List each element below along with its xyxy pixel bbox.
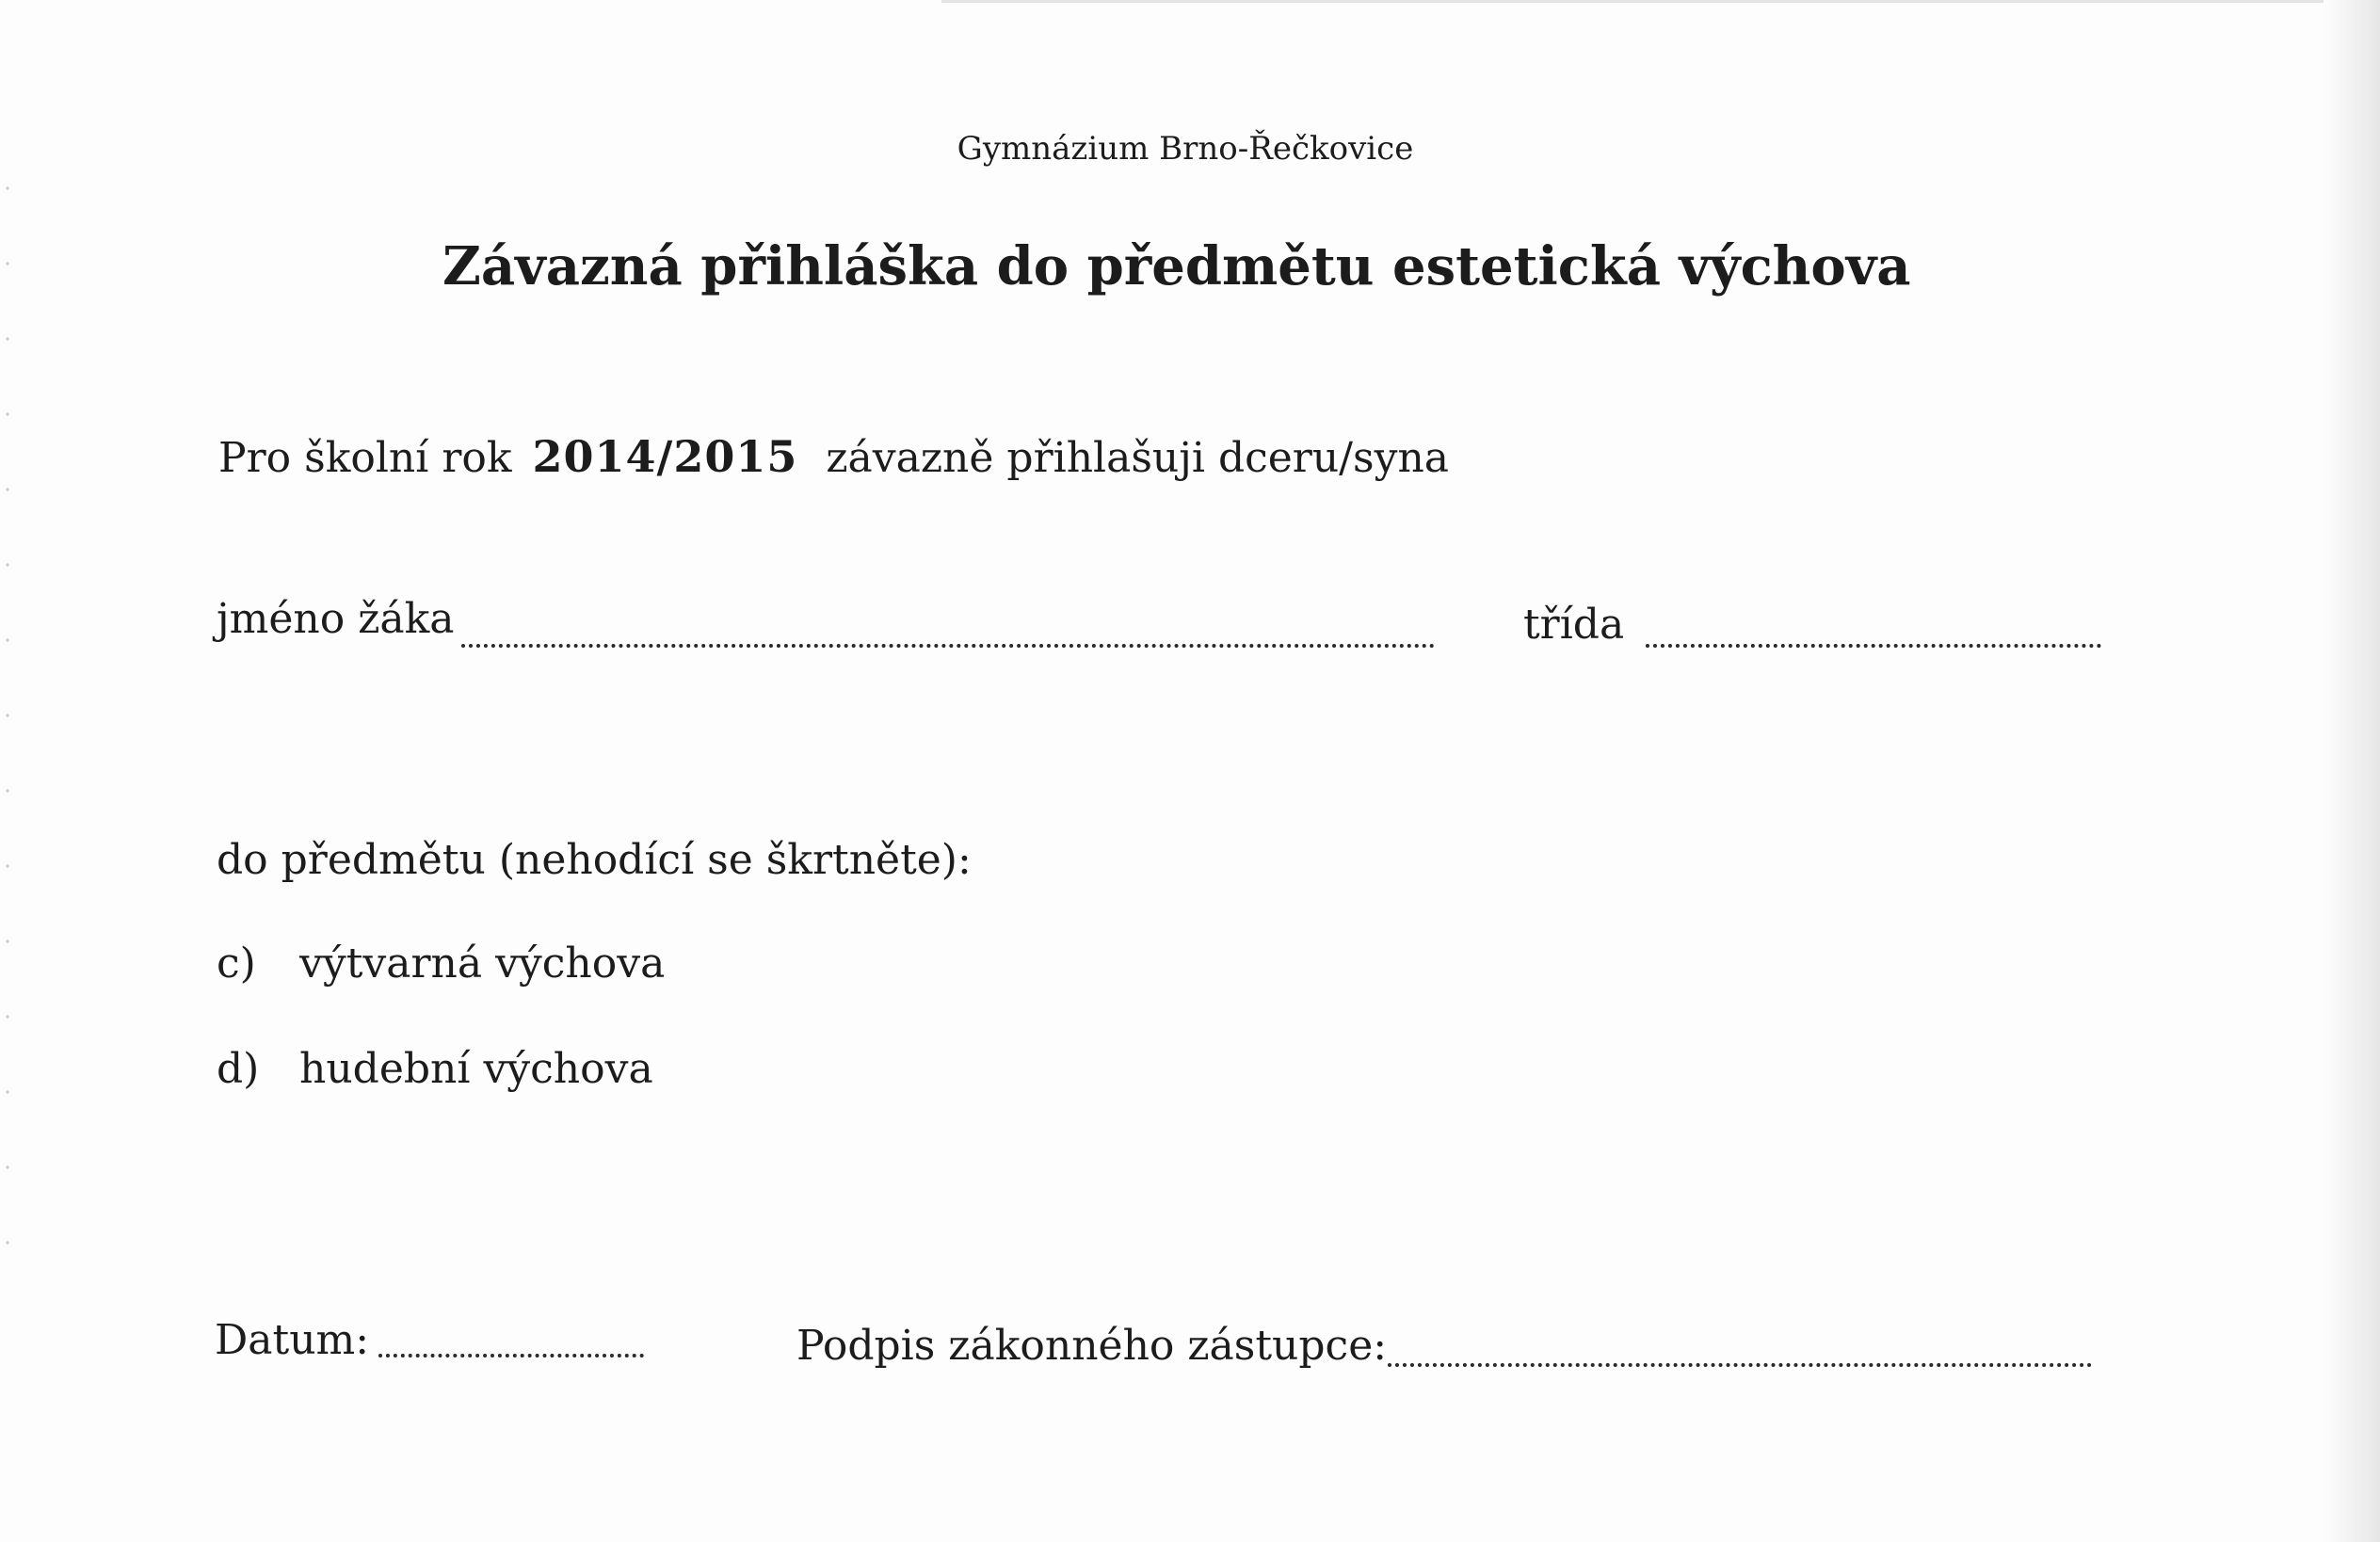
school-year: 2014/2015 — [532, 431, 798, 482]
subject-instructions: do předmětu (nehodící se škrtněte): — [217, 836, 972, 884]
option-letter: c) — [217, 940, 256, 988]
enrollment-prefix: Pro školní rok — [218, 434, 512, 482]
class-label: třída — [1523, 601, 1625, 649]
date-label: Datum: — [215, 1316, 370, 1364]
signature-field[interactable] — [1388, 1363, 2092, 1367]
scan-edge-right-shadow — [2324, 0, 2380, 1542]
subject-option-art[interactable] — [217, 940, 665, 988]
scan-margin-marks — [6, 151, 9, 1280]
school-name-text: Gymnázium Brno-Řečkovice — [957, 130, 1414, 168]
student-name-field[interactable] — [461, 644, 1435, 648]
option-label: hudební výchova — [299, 1045, 653, 1093]
option-letter: d) — [217, 1045, 260, 1093]
form-title: Závazná přihláška do předmětu estetická výchova — [442, 235, 1911, 297]
date-field[interactable] — [378, 1354, 644, 1357]
signature-label: Podpis zákonného zástupce: — [796, 1322, 1388, 1370]
class-field[interactable] — [1646, 644, 2101, 648]
scan-edge-top — [941, 0, 2380, 3]
subject-option-music[interactable] — [217, 1045, 653, 1093]
school-name — [0, 130, 2380, 168]
enrollment-statement — [218, 431, 1449, 482]
enrollment-suffix: závazně přihlašuji dceru/syna — [826, 434, 1450, 482]
student-name-label: jméno žáka — [217, 595, 455, 643]
option-label: výtvarná výchova — [299, 940, 666, 988]
